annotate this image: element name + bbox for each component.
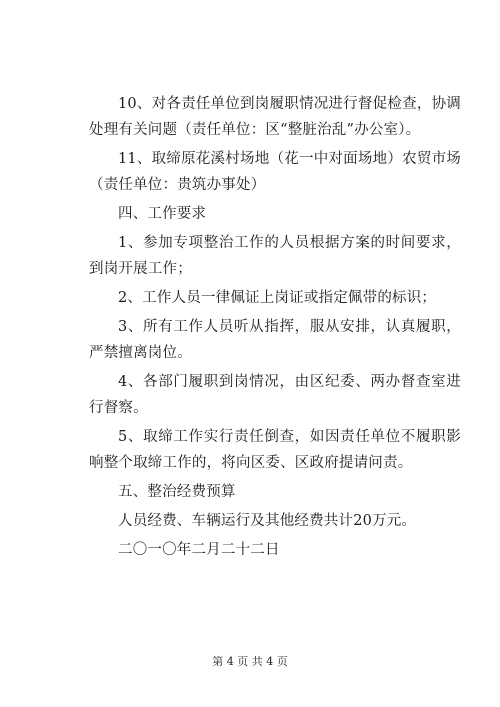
requirement-item-4: 4、各部门履职到岗情况，由区纪委、两办督查室进行督察。 bbox=[89, 374, 461, 416]
page-number-footer: 第 4 页 共 4 页 bbox=[212, 655, 288, 668]
document-body bbox=[89, 91, 461, 566]
requirement-item-2: 2、工作人员一律佩证上岗证或指定佩带的标识； bbox=[118, 290, 437, 306]
paragraph-item-11: 11、取缔原花溪村场地（花一中对面场地）农贸市场（责任单位：贵筑办事处） bbox=[89, 151, 461, 193]
requirement-item-3: 3、所有工作人员听从指挥，服从安排，认真履职，严禁擅离岗位。 bbox=[89, 319, 461, 361]
requirement-item-5: 5、取缔工作实行责任倒查，如因责任单位不履职影响整个取缔工作的，将向区委、区政府提请问责。 bbox=[89, 429, 461, 471]
document-date: 二〇一〇年二月二十二日 bbox=[118, 542, 280, 558]
section-heading-budget: 五、整治经费预算 bbox=[118, 484, 236, 500]
paragraph-item-10: 10、对各责任单位到岗履职情况进行督促检查，协调处理有关问题（责任单位：区“整脏治乱”办公室）。 bbox=[89, 96, 461, 138]
requirement-item-1: 1、参加专项整治工作的人员根据方案的时间要求，到岗开展工作； bbox=[89, 235, 461, 277]
budget-statement: 人员经费、车辆运行及其他经费共计20万元。 bbox=[118, 513, 417, 529]
section-heading-work-requirements: 四、工作要求 bbox=[118, 206, 207, 222]
